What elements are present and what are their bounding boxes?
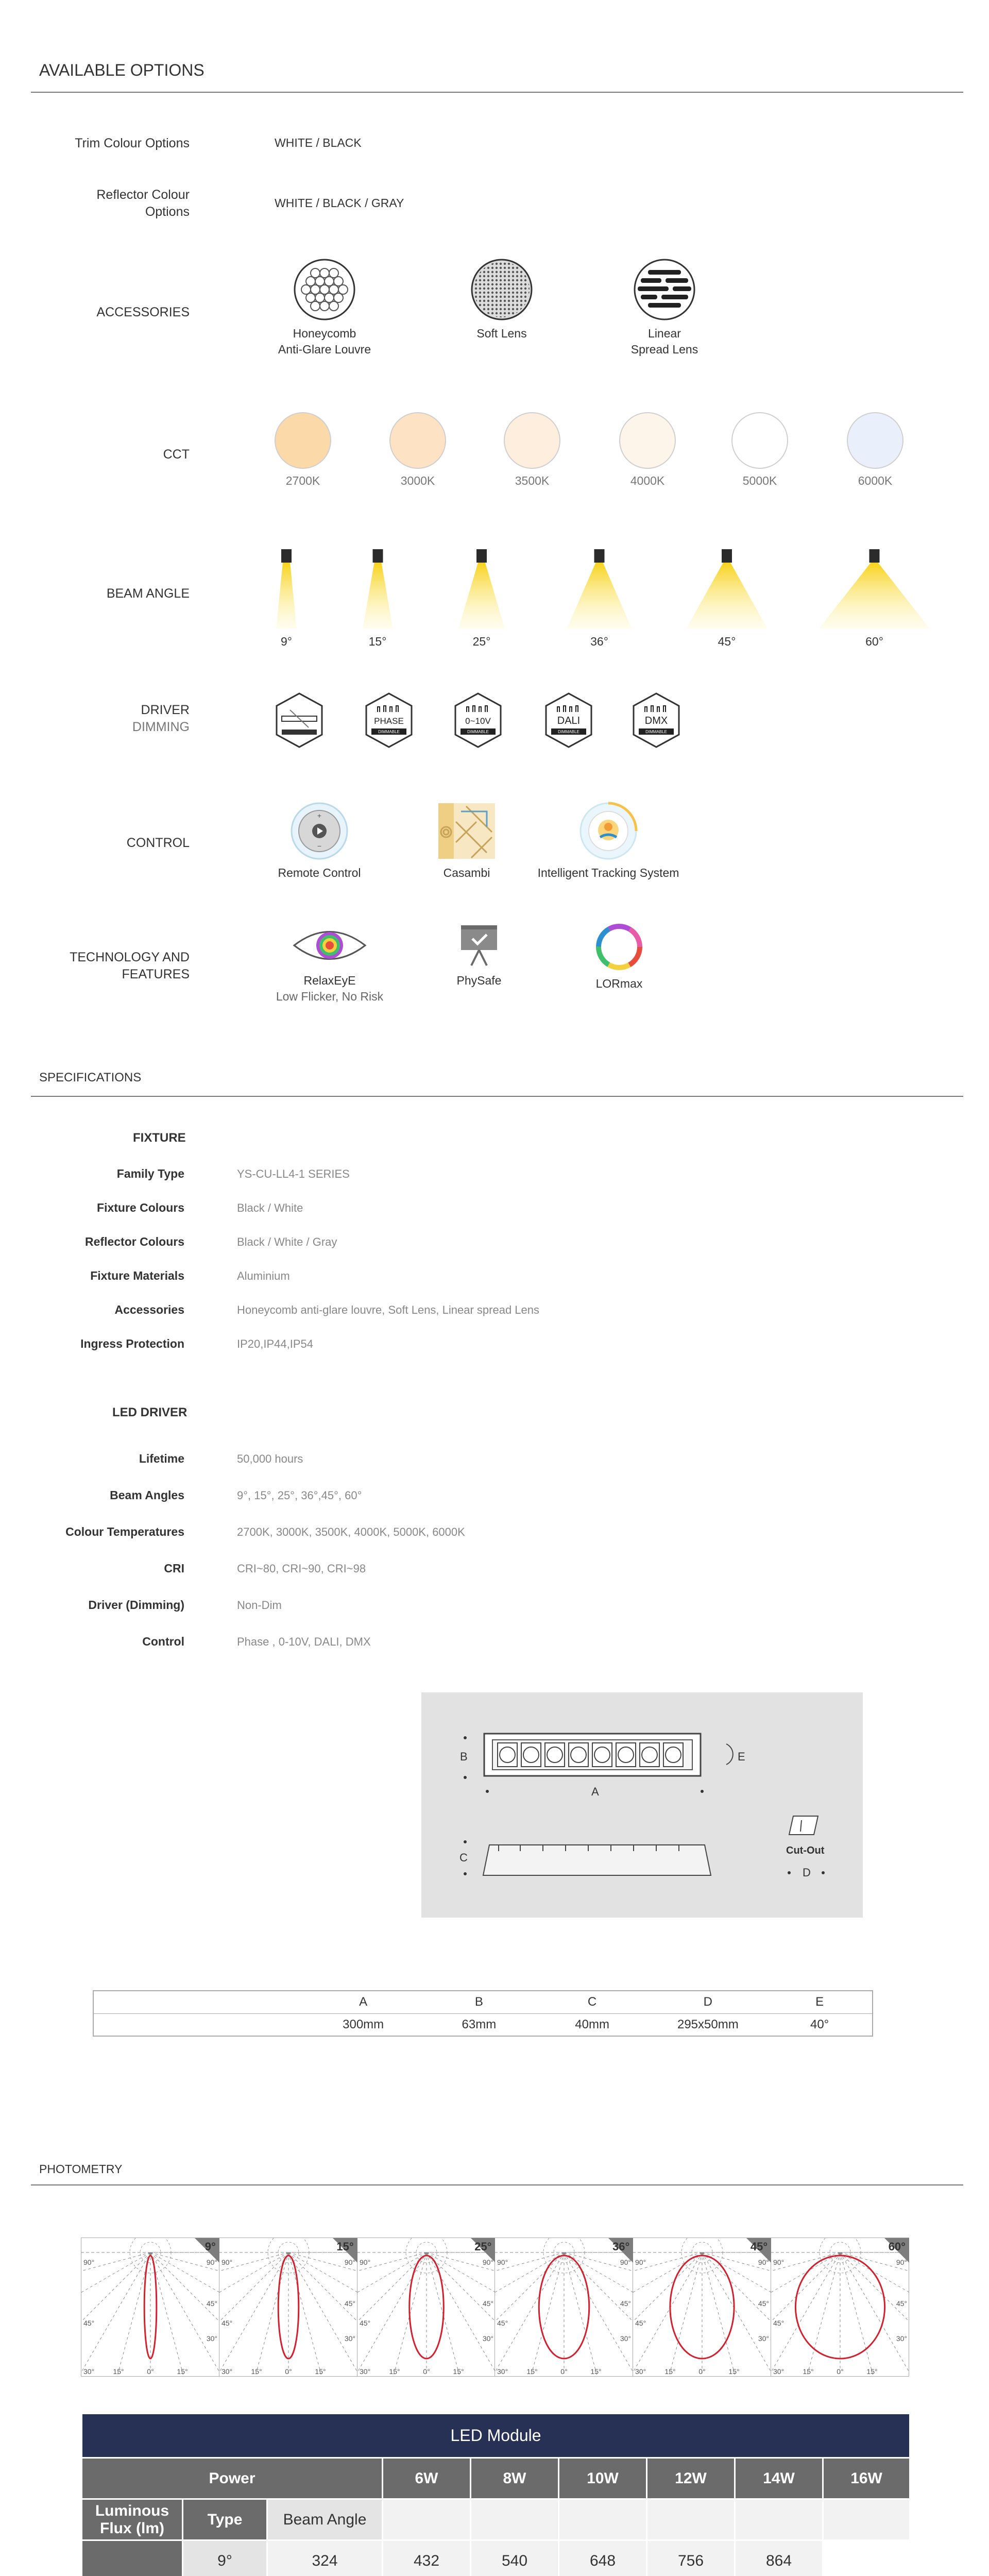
spec-value: Aluminium (237, 1269, 290, 1282)
empty-cell (647, 2499, 735, 2540)
spec-key: Driver (Dimming) (88, 1598, 184, 1612)
polar-axis-label: 15° (866, 2367, 878, 2376)
polar-axis-label: 45° (635, 2319, 646, 2327)
dimension-header-cell: C (536, 1991, 649, 2013)
polar-beam-label: 25° (474, 2240, 492, 2253)
spec-key: Reflector Colours (85, 1235, 184, 1248)
beam-cone-icon (456, 547, 507, 630)
led-driver-heading: LED DRIVER (112, 1405, 187, 1419)
dimension-value-cell: 40° (810, 2017, 829, 2031)
dimension-header-row (93, 1991, 873, 2013)
polar-axis-label: 0° (422, 2367, 430, 2376)
polar-axis-label: 90° (344, 2258, 355, 2266)
phase-dimmable-icon (364, 691, 414, 749)
polar-axis-label: 30° (344, 2334, 355, 2343)
fixture-heading: FIXTURE (133, 1131, 186, 1145)
polar-axis-label: 90° (758, 2258, 770, 2266)
cutout-label: Cut-Out (786, 1845, 825, 1856)
dimension-label-b: B (460, 1750, 468, 1763)
spec-value: 9°, 15°, 25°, 36°,45°, 60° (237, 1489, 362, 1502)
cct-swatch (275, 412, 331, 469)
photometry-title: PHOTOMETRY (39, 2162, 123, 2176)
cct-item (493, 412, 571, 489)
reflector-colour-label (40, 187, 190, 221)
power-header-cell: 8W (471, 2458, 559, 2499)
specifications-title: SPECIFICATIONS (39, 1071, 142, 1084)
polar-axis-label: 45° (206, 2299, 217, 2308)
polar-beam-label: 60° (888, 2240, 906, 2253)
beam-cone-icon (684, 547, 770, 630)
dimension-value-cell: 295x50mm (677, 2017, 739, 2031)
dimension-table (93, 1990, 873, 2037)
polar-axis-label: 30° (83, 2367, 95, 2376)
type-header-row (82, 2499, 910, 2540)
spec-key: Family Type (116, 1167, 184, 1180)
driver-badge-text: PHASE (374, 716, 404, 726)
power-header-cell: 6W (383, 2458, 471, 2499)
soft-lens-icon (470, 258, 534, 321)
polar-axis-label: 45° (359, 2319, 370, 2327)
polar-axis-label: 45° (83, 2319, 95, 2327)
control-casambi-caption: Casambi (443, 866, 490, 879)
polar-axis-label: 15° (664, 2367, 676, 2376)
driver-badge-subtext: DIMMABLE (645, 730, 667, 734)
cct-caption: 3000K (400, 474, 435, 487)
type-value-cell (82, 2540, 183, 2576)
polar-axis-label: 15° (177, 2367, 188, 2376)
beam-caption: 45° (718, 635, 736, 648)
cct-caption: 5000K (742, 474, 777, 487)
empty-cell (471, 2499, 559, 2540)
polar-axis-label: 90° (896, 2258, 908, 2266)
control-casambi (415, 801, 518, 881)
dimension-header-cell: D (649, 1991, 767, 2013)
polar-axis-label: 90° (359, 2258, 370, 2266)
control-label: CONTROL (126, 836, 190, 850)
cct-swatch (619, 412, 676, 469)
section-divider (31, 92, 963, 93)
control-remote (268, 801, 371, 881)
polar-diagram (81, 2238, 219, 2376)
empty-cell (735, 2499, 823, 2540)
control-tracking-caption: Intelligent Tracking System (537, 866, 679, 879)
accessory-honeycomb-line2: Anti-Glare Louvre (278, 343, 371, 356)
cct-swatch (847, 412, 903, 469)
cct-caption: 3500K (515, 474, 550, 487)
accessory-honeycomb-line1: Honeycomb (293, 327, 356, 340)
polar-axis-label: 45° (758, 2299, 770, 2308)
spec-key: Fixture Colours (97, 1201, 184, 1214)
polar-beam-label: 36° (612, 2240, 630, 2253)
polar-diagram (771, 2238, 909, 2376)
tech-lormax (568, 922, 671, 992)
power-label: Power (82, 2458, 383, 2499)
flux-value-cell: 432 (383, 2540, 471, 2576)
spec-key: Fixture Materials (90, 1269, 184, 1282)
flux-value-cell: 540 (471, 2540, 559, 2576)
tech-physafe (428, 922, 531, 989)
reflector-colour-value: WHITE / BLACK / GRAY (275, 196, 404, 210)
dimension-label-e: E (738, 1750, 745, 1763)
flux-value-cell: 648 (559, 2540, 647, 2576)
linear-spread-lens-icon (633, 258, 696, 321)
polar-axis-label: 30° (497, 2367, 508, 2376)
polar-diagram (357, 2238, 496, 2376)
polar-plot (357, 2238, 496, 2376)
0-10v-dimmable-icon (453, 691, 503, 749)
accessory-honeycomb (273, 258, 376, 358)
driver-dimming-label (40, 702, 190, 736)
polar-axis-label: 30° (620, 2334, 632, 2343)
dimension-value-row (93, 2013, 873, 2036)
accessory-linear-line2: Spread Lens (630, 343, 698, 356)
flux-value-cell: 864 (735, 2540, 823, 2576)
polar-axis-label: 30° (635, 2367, 646, 2376)
driver-badge-subtext: DIMMABLE (558, 730, 579, 734)
tech-lormax-caption: LORmax (595, 977, 643, 990)
beam-cone-icon (564, 547, 635, 630)
dimension-header-cell: E (767, 1991, 873, 2013)
luminous-label-line2: Flux (lm) (100, 2519, 164, 2537)
cct-caption: 4000K (630, 474, 665, 487)
honeycomb-louvre-icon (293, 258, 356, 321)
empty-cell (559, 2499, 647, 2540)
beam-item (684, 547, 770, 650)
polar-beam-label: 9° (204, 2240, 216, 2253)
spec-value: Non-Dim (237, 1599, 282, 1612)
cct-swatch (504, 412, 560, 469)
polar-axis-label: 90° (482, 2258, 493, 2266)
svg-text:−: − (317, 842, 322, 850)
polar-beam-label: 15° (336, 2240, 354, 2253)
empty-cell (823, 2499, 910, 2540)
polar-axis-label: 30° (758, 2334, 770, 2343)
polar-diagram-strip (81, 2238, 909, 2377)
tech-relaxeye (268, 922, 391, 1005)
flux-value-cell: 756 (647, 2540, 735, 2576)
section-divider (31, 2184, 963, 2185)
beam-cone-icon (274, 547, 299, 630)
polar-axis-label: 15° (389, 2367, 400, 2376)
accessory-soft-lens (450, 258, 553, 342)
non-dimmable-icon (275, 691, 324, 749)
control-intelligent-tracking (523, 801, 693, 881)
accessories-label: ACCESSORIES (96, 305, 190, 319)
power-header-row (82, 2458, 910, 2499)
spec-key: Colour Temperatures (65, 1525, 184, 1538)
polar-axis-label: 0° (698, 2367, 706, 2376)
empty-cell (383, 2499, 471, 2540)
polar-axis-label: 30° (206, 2334, 217, 2343)
cct-swatch (389, 412, 446, 469)
beam-caption: 25° (472, 635, 491, 648)
power-header-cell: 16W (823, 2458, 910, 2499)
cct-caption: 6000K (858, 474, 893, 487)
trim-colour-value: WHITE / BLACK (275, 136, 362, 149)
spec-value: 50,000 hours (237, 1452, 303, 1465)
spec-value: 2700K, 3000K, 3500K, 4000K, 5000K, 6000K (237, 1526, 465, 1538)
polar-axis-label: 30° (359, 2367, 370, 2376)
polar-axis-label: 30° (221, 2367, 232, 2376)
driver-badge-subtext: DIMMABLE (467, 730, 489, 734)
beam-item (357, 547, 398, 650)
polar-plot (633, 2238, 771, 2376)
polar-axis-label: 45° (344, 2299, 355, 2308)
beam-angle-column-label: Beam Angle (267, 2499, 383, 2540)
polar-beam-label: 45° (750, 2240, 768, 2253)
table-row (82, 2540, 910, 2576)
spec-value: Black / White (237, 1201, 303, 1214)
driver-label-line1: DRIVER (141, 703, 190, 717)
luminous-flux-label (82, 2499, 183, 2540)
polar-diagram (633, 2238, 771, 2376)
tech-relaxeye-line2: Low Flicker, No Risk (276, 990, 384, 1003)
beam-cone-icon (360, 547, 396, 630)
polar-axis-label: 0° (837, 2367, 844, 2376)
tech-physafe-caption: PhySafe (456, 974, 502, 987)
spec-value: CRI~80, CRI~90, CRI~98 (237, 1562, 366, 1575)
cct-item (609, 412, 686, 489)
intelligent-tracking-icon (578, 801, 638, 861)
power-header-cell: 14W (735, 2458, 823, 2499)
type-label: Type (183, 2499, 267, 2540)
polar-axis-label: 15° (590, 2367, 602, 2376)
polar-axis-label: 0° (560, 2367, 568, 2376)
spec-value: Phase , 0-10V, DALI, DMX (237, 1635, 371, 1648)
spec-value: IP20,IP44,IP54 (237, 1337, 313, 1350)
spec-key: Ingress Protection (80, 1337, 184, 1350)
beam-caption: 60° (865, 635, 883, 648)
polar-axis-label: 45° (497, 2319, 508, 2327)
led-module-banner: LED Module (82, 2414, 910, 2458)
spec-key: Beam Angles (110, 1488, 184, 1502)
beam-angle-label: BEAM ANGLE (106, 586, 190, 601)
polar-axis-label: 90° (773, 2258, 785, 2266)
dali-dimmable-icon (544, 691, 593, 749)
polar-plot (219, 2238, 357, 2376)
dimension-drawing (421, 1692, 863, 1918)
control-remote-caption: Remote Control (278, 866, 361, 879)
fixture-top-view (421, 1692, 863, 1918)
dimension-label-d: D (803, 1866, 811, 1879)
beam-item (456, 547, 507, 650)
svg-text:+: + (317, 811, 322, 820)
reflector-label-line2: Options (145, 205, 190, 219)
remote-control-icon (289, 801, 349, 861)
spec-key: Lifetime (139, 1452, 184, 1465)
polar-axis-label: 15° (453, 2367, 464, 2376)
polar-axis-label: 45° (896, 2299, 908, 2308)
technology-features-label (40, 949, 190, 983)
beam-item (564, 547, 635, 650)
tech-label-line1: TECHNOLOGY AND (70, 950, 190, 964)
relaxeye-icon (291, 922, 368, 969)
driver-label-line2: DIMMING (132, 720, 190, 734)
beam-angle-cell: 9° (183, 2540, 267, 2576)
beam-cone-icon (816, 547, 932, 630)
cct-caption: 2700K (285, 474, 320, 487)
available-options-title: AVAILABLE OPTIONS (39, 61, 204, 79)
dimension-header-cell (93, 1991, 304, 2013)
accessory-linear-line1: Linear (648, 327, 681, 340)
spec-value: Honeycomb anti-glare louvre, Soft Lens, Linear spread Lens (237, 1303, 540, 1316)
beam-caption: 9° (281, 635, 292, 648)
cct-item (721, 412, 798, 489)
casambi-icon (435, 801, 498, 861)
dmx-dimmable-icon (632, 691, 681, 749)
dimension-header-cell: B (422, 1991, 536, 2013)
driver-badge-subtext: DIMMABLE (378, 730, 400, 734)
polar-diagram (219, 2238, 357, 2376)
polar-axis-label: 15° (315, 2367, 326, 2376)
polar-axis-label: 90° (83, 2258, 95, 2266)
polar-axis-label: 15° (526, 2367, 538, 2376)
spec-key: Accessories (114, 1303, 184, 1316)
reflector-label-line1: Reflector Colour (96, 188, 190, 202)
dimension-label-c: C (459, 1851, 468, 1864)
beam-caption: 36° (590, 635, 608, 648)
driver-badge-text: DMX (644, 715, 668, 726)
polar-axis-label: 45° (620, 2299, 632, 2308)
cct-label: CCT (163, 447, 190, 462)
cct-item (264, 412, 342, 489)
polar-diagram (495, 2238, 633, 2376)
polar-axis-label: 0° (147, 2367, 154, 2376)
physafe-icon (456, 922, 502, 969)
spec-value: Black / White / Gray (237, 1235, 337, 1248)
luminous-flux-table (81, 2413, 911, 2576)
spec-value: YS-CU-LL4-1 SERIES (237, 1167, 350, 1180)
dimension-value-cell (93, 2013, 304, 2036)
cct-swatch (731, 412, 788, 469)
driver-badge-text: 0~10V (465, 716, 491, 726)
polar-axis-label: 90° (620, 2258, 632, 2266)
polar-axis-label: 45° (773, 2319, 785, 2327)
accessory-soft-lens-line1: Soft Lens (476, 327, 527, 340)
polar-axis-label: 15° (803, 2367, 814, 2376)
beam-caption: 15° (368, 635, 387, 648)
flux-value-cell: 324 (267, 2540, 383, 2576)
polar-axis-label: 90° (221, 2258, 232, 2266)
accessory-linear-lens (613, 258, 716, 358)
tech-relaxeye-line1: RelaxEyE (303, 974, 356, 987)
spec-key: CRI (164, 1562, 184, 1575)
cct-item (837, 412, 914, 489)
dimension-value-cell: 63mm (462, 2017, 497, 2031)
beam-item (266, 547, 307, 650)
polar-axis-label: 45° (221, 2319, 232, 2327)
power-header-cell: 12W (647, 2458, 735, 2499)
polar-axis-label: 15° (728, 2367, 740, 2376)
dimension-value-cell: 40mm (575, 2017, 609, 2031)
polar-axis-label: 90° (206, 2258, 217, 2266)
polar-axis-label: 15° (113, 2367, 124, 2376)
driver-badge-text: DALI (557, 715, 581, 726)
lormax-icon (594, 922, 644, 972)
polar-axis-label: 0° (285, 2367, 292, 2376)
polar-axis-label: 30° (773, 2367, 785, 2376)
polar-axis-label: 15° (251, 2367, 262, 2376)
polar-axis-label: 45° (482, 2299, 493, 2308)
cct-item (379, 412, 456, 489)
section-divider (31, 1096, 963, 1097)
polar-axis-label: 30° (896, 2334, 908, 2343)
luminous-label-line1: Luminous (95, 2502, 169, 2519)
beam-item (816, 547, 932, 650)
polar-plot (495, 2238, 633, 2376)
dimension-value-cell: 300mm (343, 2017, 384, 2031)
power-header-cell: 10W (559, 2458, 647, 2499)
polar-plot (81, 2238, 219, 2376)
polar-plot (771, 2238, 909, 2376)
tech-label-line2: FEATURES (122, 967, 190, 981)
trim-colour-label: Trim Colour Options (75, 136, 190, 150)
dimension-header-cell: A (304, 1991, 422, 2013)
polar-axis-label: 90° (497, 2258, 508, 2266)
polar-axis-label: 90° (635, 2258, 646, 2266)
dimension-label-a: A (591, 1785, 599, 1798)
polar-axis-label: 30° (482, 2334, 493, 2343)
spec-key: Control (142, 1635, 184, 1648)
